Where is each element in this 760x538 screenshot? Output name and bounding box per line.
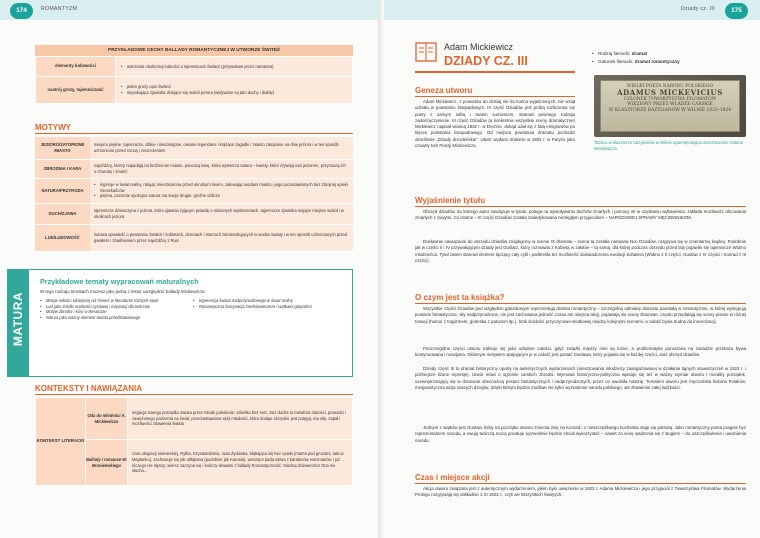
motyw-text: najeźdźcy, którzy napadają na bezbronne miasto, ponoszą karę, która wymierza natura – kwiaty, które zrywają nad jeziorem, przynoszą ich o chorobę i śmierć [90, 159, 353, 178]
czas-heading: Czas i miejsce akcji [415, 473, 490, 482]
matura-box [7, 269, 353, 377]
cechy-row-label: elementy ludowości [36, 57, 116, 77]
motyw-text: tajemnicza dziewczyna z jeziora, która ujawnia żyjącym prawdę o minionych wydarzeniach, tajemnicze zjawiska mające miejsce wokół i w okolicach jeziora [90, 203, 353, 224]
matura-topics-right [193, 298, 338, 309]
plaque-photo [594, 75, 746, 137]
konteksty-text: czas okupacji niemieckiej, Ryfka, trzynastoletnia, ruda Żydówka, błąkająca się bez opieki (mama pod gruzami, tata w Majdanku), zachowuje się jak obłąkana (podobnie jak Karusia), wierzące pada salwa z karabinów esesmanów i już niczego nie słyszy; wiersz zaczyna się i kończy słowami z ballady Romantyczność: Słuchaj dzieweczko! Ona nie słucha... [128, 440, 353, 486]
left-running-head: ROMANTYZM [41, 6, 78, 12]
geneza-text: Adam Mickiewicz, z powodów do dzisiaj nie do końca wyjaśnionych, nie wziął udziału w powstaniu listopadowym. III część Dziadów jest próbą rozliczenia się poety z samym sobą i swoim sumieniem, stanowi pewnego rodzaju zadośćuczynienie. III część Dziadów (a konkretnie wszystkie sceny dramatyczne) Mickiewicz napisał wiosną 1832 r. w Dreźnie, dokąd udał się z falą emigrantów po klęsce powstania listopadowego. Od miejsca powstania dramatu pochodzi określenie „Dziady drezdeńskie”. Utwór wydano drukiem w 1832 r. w Paryżu jako czwarty tom Poezji Mickiewicza. [415, 99, 575, 148]
gutter [378, 0, 384, 538]
konteksty-source: Oda do młodości A. Mickiewicza [86, 398, 128, 440]
wyjasnienie-text-2: Dosłownie nawiązanie do obrzędu dziadów znajdujemy w scenie IX dramatu – scena ta została nazwana Noc Dziadów, rozgrywa się w cmentarnej kaplicy. Podobnie jak w części II i IV przywołującym dziady jest Guślarz, który rozmawia z Kobietą w żałobie – tą samą, dla której podczas obrzędu przed laty pojawiło się tajemnicze Widmo młodzieńca. Tytuł zatem stanowi element łączący cały cykl i podkreśla też możliwość doświadczenia ewolucji bohatera (Widmo z II części, Gustaw z IV części i Konrad z III części). [415, 239, 746, 263]
cechy-table-title: PRZYKŁADOWE CECHY BALLADY ROMANTYCZNEJ W UTWORZE ŚWITEŹ [35, 45, 353, 56]
work-title: DZIADY CZ. III [444, 54, 528, 68]
matura-topic: • Motyw zbrodni i kary w literaturze [40, 309, 180, 315]
konteksty-source: Ballady i romanse W. Broniewskiego [86, 440, 128, 486]
o-czym-text-2: Poszczególne części utworu traktuje się jako odrębne całości, gdyż związki między nimi są luźne, a problematyka poruszana na zasadzie przekazu bywa kontynuowana i rozwijana. Głównym motywem spajającym je w całość jest postać Gustawa, który pojawia się w każdej części, oraz obrzęd dziadów. [415, 346, 746, 358]
matura-tab: MATURA [8, 270, 29, 376]
motyw-label: LUD/LUDOWOŚĆ [35, 224, 90, 251]
matura-topic: • Motyw miłości silniejszej niż śmierć w literaturze różnych epok [40, 298, 180, 304]
matura-topic: • Romantyczna fascynacja średniowieczem / wątkami gotyckimi [193, 304, 338, 310]
plaque-inscription: WIELKI POETA NARODU POLSKIEGO ADAMUS MICKEVICIUS CZŁONEK TOWARZYSTWA FILOMATÓW WIĘZIONY PRZEZ WŁADZE CARSKIE W KLASZTORZE BAZYLIANÓW W WILNIE 1823–1824 [600, 80, 740, 132]
matura-topic: • Lud jako źródło mądrości życiowej i inspiracji dla twórców [40, 304, 180, 310]
matura-topic: • Ingerencja świata nadprzyrodzonego w świat realny [193, 298, 338, 304]
right-running-head: Dziady cz. III [681, 6, 715, 12]
right-page-number: 175 [725, 3, 748, 19]
matura-topic: • Natura jako ważny element świata przedstawionego [40, 315, 180, 321]
motyw-text: ludowa opowieść o powstaniu Świtezi i kobietach, dzieciach i starcach zamieszkujących w wodne kwiaty i w ten sposób uchronionych przed gwałtem i zhańbieniem przez najeźdźcę z Rusi [90, 224, 353, 251]
motyw-bullet: • ingeruje w świat realny, ratując mieszkańców przed okrutnym losem, zalewając wodami miasto i jego pozostawionych bez zbrojnej opieki mieszkańców [94, 182, 349, 193]
matura-topics-left [40, 298, 180, 321]
motyw-label: JEZIORO/ZATOPIONE MIASTO [35, 137, 90, 159]
cechy-bullet: • pełen grozy opis Świtezi [121, 84, 347, 90]
cechy-bullet: • niepokojące zjawiska dziejące się wokół jeziora (widywane są tam duchy i diabły) [121, 90, 347, 96]
konteksty-category: KONTEKST LITERACKI [36, 398, 86, 486]
motywy-table [35, 137, 353, 252]
genre-info [592, 50, 747, 66]
o-czym-text-1: Wszystkie części Dziadów pod względem gatunkowym reprezentują dramat romantyczny – szczególną odmianę dramatu powstałą w romantyzmie, w której występują postacie fantastyczne, siły nadprzyrodzone, nie jest zachowana jedność czasu ani miejsca akcji, pojawiają się sceny zbiorowe, często przeplatają się sceny pisane w różnej tonacji (humor z tragizmem, groteska z patosem itp.), brak ścisłości przyczynowo-skutkowej między kolejnymi scenami, a całość bywa trudna do inscenizacji. [415, 306, 746, 324]
photo-caption: Tablica w klasztorze bazylianów w Wilnie upamiętniająca aresztowanie Adama Mickiewicza [594, 140, 744, 151]
motyw-text: miejsce piękne, tajemnicze, dzikie i niedostępne, owiane legendami i krążące zagadki / miasto zatopione na dnie jeziora i w ten sposób uchronione przed rzezią i zniszczeniem [90, 137, 353, 159]
o-czym-text-4: Jednym z wątków jest Gustaw, który na początku utworu zmienia imię na Konrad i z nieszczęśliwego kochanka staje się patriotą. Jako romantyczny poeta pragnie być reprezentantem narodu, a swoją twórczą mocą pocałuje wyzwolenie będzie chciał wykorzystać – nawet za cenę wadzenia się z Bogiem – do uszczęśliwienia i uwolnienia narodu. [415, 425, 746, 443]
genre-item: • Gatunek literacki: dramat romantyczny [592, 58, 747, 66]
o-czym-heading: O czym jest ta książka? [415, 293, 505, 302]
book-icon [415, 42, 437, 62]
geneza-heading: Geneza utworu [415, 86, 473, 95]
wyjasnienie-heading: Wyjaśnienie tytułu [415, 196, 486, 205]
genre-item: • Rodzaj literacki: dramat [592, 50, 747, 58]
cechy-row-label: nastrój grozy, tajemniczość [36, 77, 116, 104]
cechy-table [35, 56, 353, 104]
matura-title: Przykładowe tematy wypracowań maturalnych [40, 277, 199, 286]
czas-text: Akcja utworu związana jest z autentycznym wydarzeniem, jakim było uwięzienie w 1823 r. Adama Mickiewicza i jego przyjaciół z Towarzystwa Filomatów. Wydarzenia Prologu rozgrywają się dokładnie 1 XI 1823 r., czyli we Wszystkich Świętych. [415, 486, 746, 498]
cechy-bullet: • wierzenia okolicznej ludności o tajemnicach Świtezi (przywołane przez narratora) [121, 64, 347, 70]
matura-intro: W tego rodzaju tematach możesz jako jedną z lektur uwzględnić ballady Mickiewicza: [40, 289, 206, 294]
motyw-label: NATURA/PRZYRODA [35, 178, 90, 203]
konteksty-table [35, 397, 353, 486]
motyw-bullet: • piękna, pozornie spokojna natura ma swoje drugie, groźne oblicze [94, 193, 349, 199]
left-page-number: 174 [10, 3, 33, 19]
wyjasnienie-text-1: Obrzęd dziadów, do którego autor nawiązuje w tytule, polega na wywoływaniu duchów zmarłych i pomocy im w uzyskaniu wybawienia; zakłada możliwość obcowania zmarłych z żywymi. Co istotne – III część Dziadów została zadedykowana niezłęgłym przyjaciołom – NARODOWEJ SPRAWY MĘCZENNIKOM. [415, 209, 746, 221]
konteksty-heading: KONTEKSTY I NAWIĄZANIA [35, 384, 142, 393]
motywy-heading: MOTYWY [35, 123, 71, 132]
motyw-label: DUCH/ZJAWA [35, 203, 90, 224]
motyw-label: ZBRODNIA I KARA [35, 159, 90, 178]
konteksty-text: negacja starego porządku świata przez młode pokolenie; szkiełko bez serc, bez ducha to metafora starości, prawości i zawężonego patrzenia na świat, przeciwstawiona wizji młodości, która dodaje skrzydeł, jest potęgą, ma siłę, zapał i możliwości zbawienia świata [128, 398, 353, 440]
author-name: Adam Mickiewicz [444, 42, 514, 52]
o-czym-text-3: Dziady część III to dramat historyczny oparty na autentycznych wydarzeniach (aresztowania młodzieży zaangażowanej w działania tajnych stowarzyszeń w 1823 r. i późniejsze lizane represje). Utwór mówi o ogromie carskich zbrodni. Wymowa historyczno-polityczna wpisuje się też w ważny wymiar utworu i morality porządek, uzewnętrzniający się w dramacie obecnością postaci fantastycznych i nadprzyrodzonych, przez co uwolniła historię. Tematem utworu jest męczeńska historia Polaków, mesjanistyczna wizja naszych dziejów, dzięki którym będzie możliwe nie tylko wyzwolenie narodu polskiego, ale zbawienie całej ludzkości. [415, 366, 746, 390]
